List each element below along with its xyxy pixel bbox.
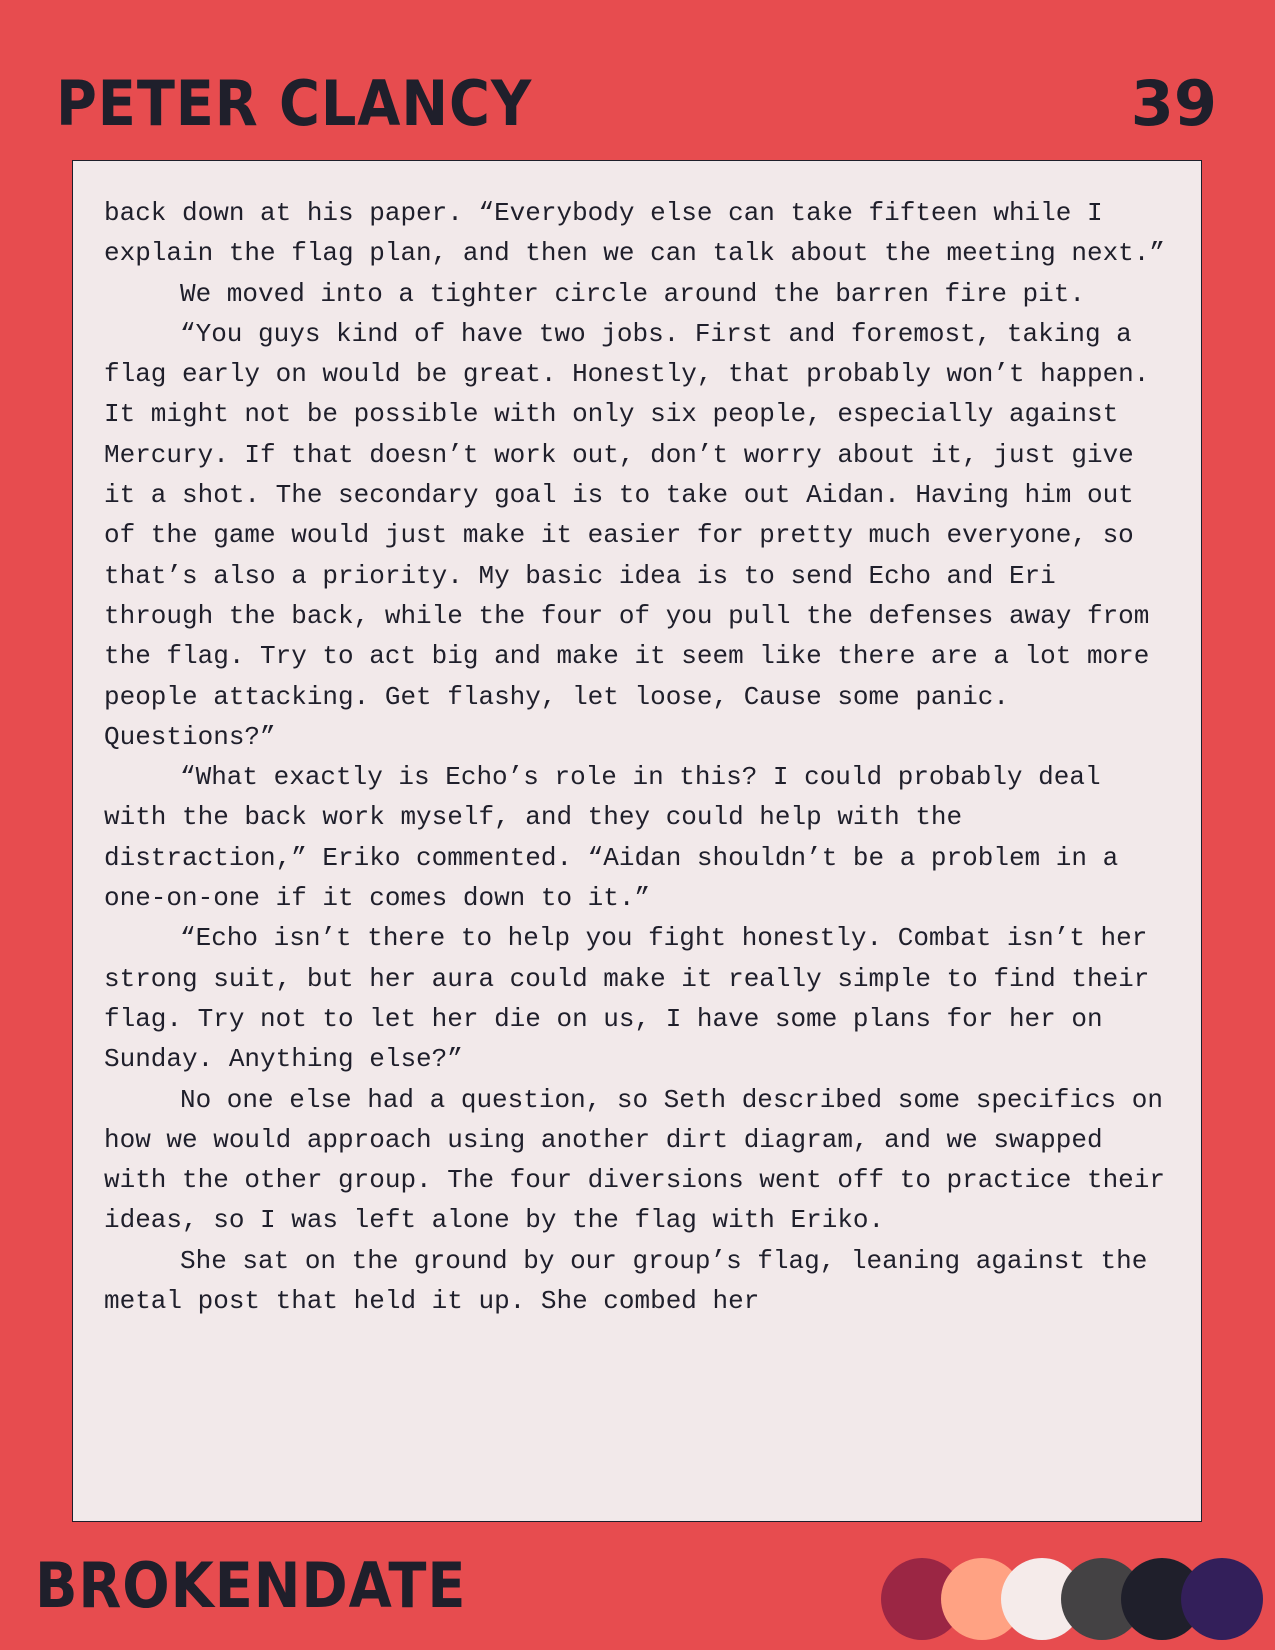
paragraph: back down at his paper. “Everybody else can take fifteen while I explain the flag plan, and then we can talk about the meeting next.” — [104, 198, 1165, 269]
paragraph: “You guys kind of have two jobs. First and foremost, taking a flag early on would be great. Honestly, that probably won’t happen. It might not be possible with only six people, especially against Mercury. If that doesn’t work out, don’t worry about it, just give it a shot. The secondary goal is to take out Aidan. Having him out of the game would just make it easier for pretty much everyone, so that’s also a priority. My basic idea is to send Echo and Eri through the back, while the four of you pull the defenses away from the flag. Try to act big and make it seem like there are a lot more people attacking. Get flashy, let loose, Cause some panic. Questions?” — [104, 318, 1150, 752]
color-palette — [881, 1558, 1271, 1640]
paragraph: “Echo isn’t there to help you fight honestly. Combat isn’t her strong suit, but her aura could make it really simple to find their flag. Try not to let her die on us, I have some plans for her on Sunday. Anything else?” — [104, 923, 1150, 1075]
palette-swatch — [1181, 1558, 1263, 1640]
page-number: 39 — [1130, 67, 1217, 140]
paragraph: We moved into a tighter circle around the barren fire pit. — [180, 278, 1085, 309]
author-name: PETER CLANCY — [56, 67, 533, 140]
story-text — [104, 193, 1173, 1321]
paragraph: “What exactly is Echo’s role in this? I could probably deal with the back work myself, and they could help with the distraction,” Eriko commented. “Aidan shouldn’t be a problem in a one-on-one if it comes down to it.” — [104, 762, 1119, 914]
paragraph: She sat on the ground by our group’s flag, leaning against the metal post that held it up. She combed her — [104, 1245, 1148, 1317]
text-panel — [72, 160, 1202, 1522]
footer-title: BROKENDATE — [35, 1549, 467, 1622]
paragraph: No one else had a question, so Seth described some specifics on how we would approach using another dirt diagram, and we swapped with the other group. The four diversions went off to practice their ideas, so I was left alone by the flag with Eriko. — [104, 1084, 1165, 1236]
